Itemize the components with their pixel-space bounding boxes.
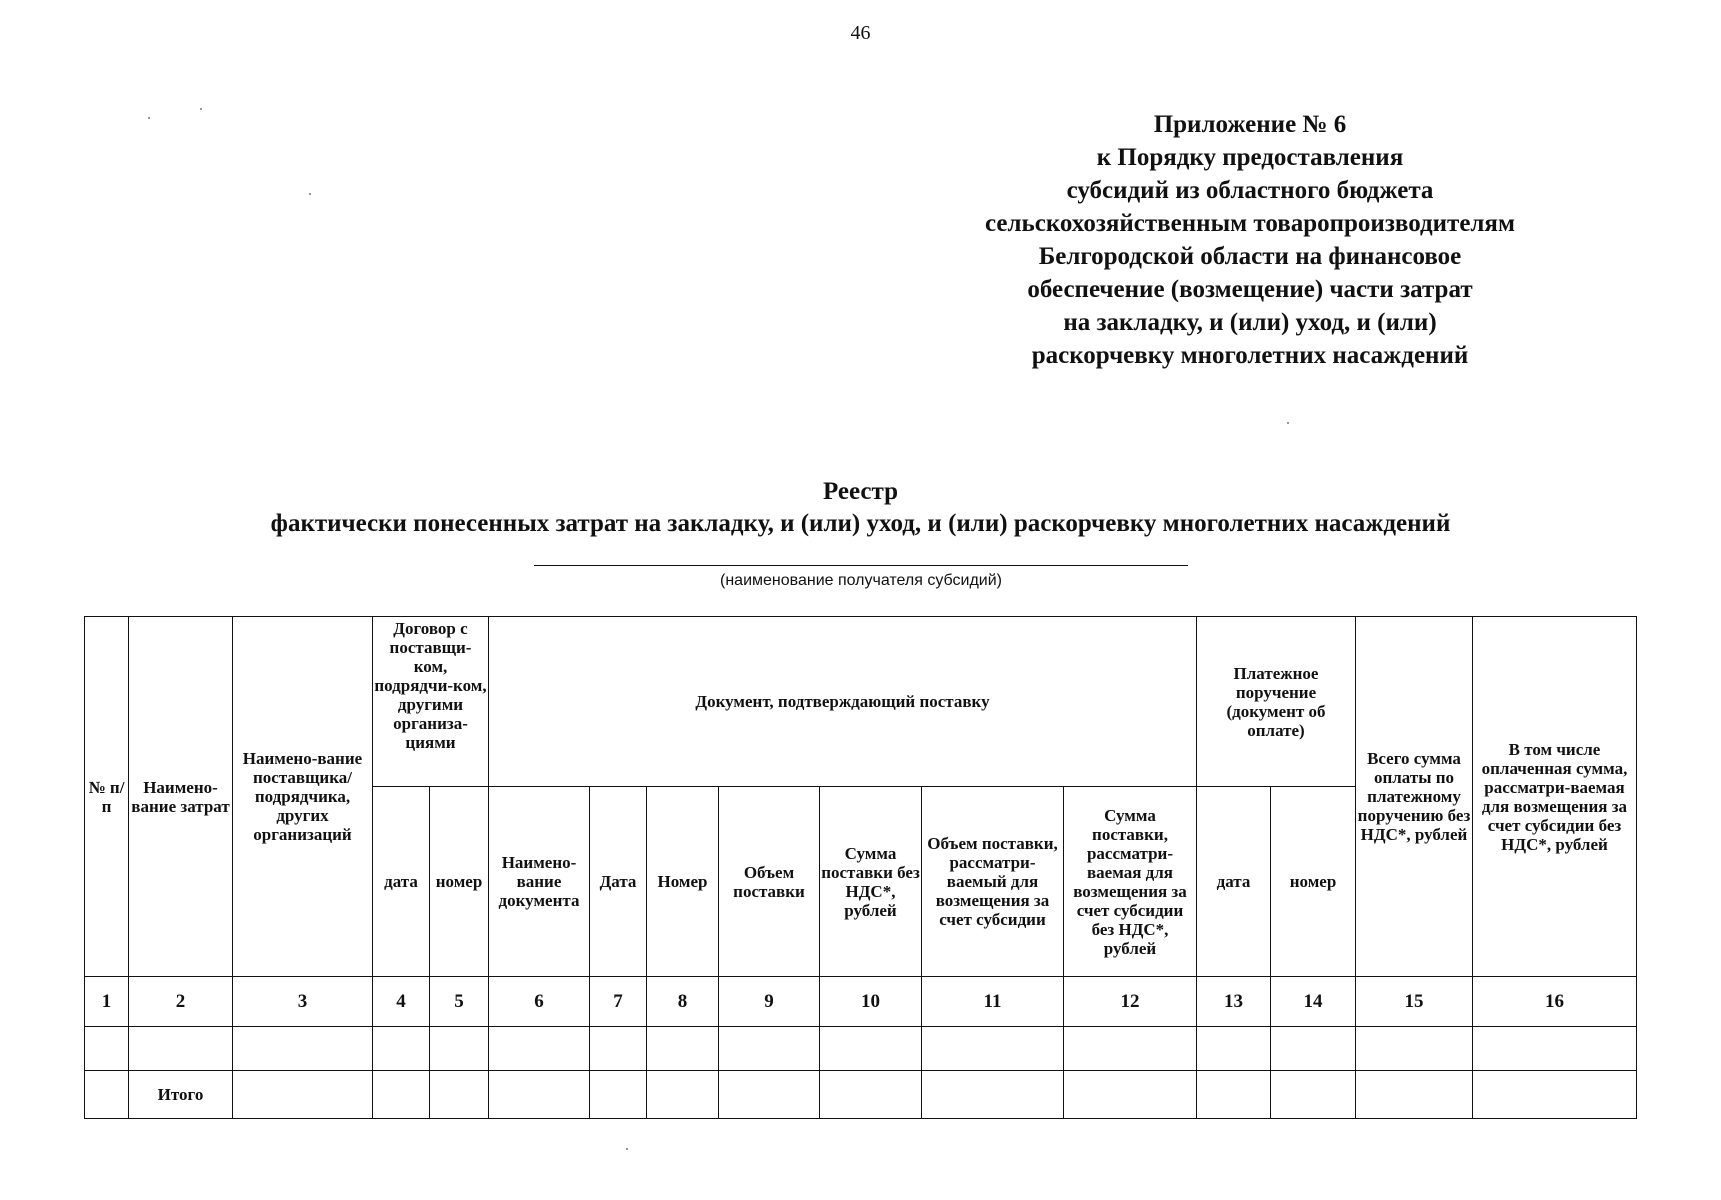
table-cell[interactable] bbox=[590, 1071, 647, 1119]
table-cell[interactable] bbox=[590, 1027, 647, 1071]
table-cell[interactable] bbox=[85, 1071, 129, 1119]
column-number-row bbox=[85, 977, 1637, 1027]
table-cell[interactable] bbox=[1197, 1071, 1271, 1119]
column-number: 10 bbox=[820, 977, 922, 1027]
header-paid-for-subsidy: В том числе оплаченная сумма, рассматри-ваемая для возмещения за счет субсидии без НДС*, рублей bbox=[1473, 617, 1637, 977]
header-delivery-document-group: Документ, подтверждающий поставку bbox=[489, 617, 1197, 787]
header-delivery-volume: Объем поставки bbox=[719, 787, 820, 977]
column-number: 2 bbox=[129, 977, 233, 1027]
column-number: 15 bbox=[1356, 977, 1473, 1027]
column-number: 11 bbox=[922, 977, 1064, 1027]
table-cell[interactable] bbox=[1356, 1071, 1473, 1119]
header-total-paid: Всего сумма оплаты по платежному поручению без НДС*, рублей bbox=[1356, 617, 1473, 977]
header-no: № п/п bbox=[85, 617, 129, 977]
scan-speck bbox=[1287, 422, 1289, 424]
column-number: 3 bbox=[233, 977, 373, 1027]
table-cell[interactable] bbox=[233, 1027, 373, 1071]
column-number: 8 bbox=[647, 977, 719, 1027]
table-cell[interactable] bbox=[489, 1027, 590, 1071]
table-cell[interactable] bbox=[719, 1027, 820, 1071]
table-cell[interactable] bbox=[1271, 1071, 1356, 1119]
appendix-line: на закладку, и (или) уход, и (или) bbox=[1063, 309, 1437, 336]
registry-title: Реестр bbox=[822, 478, 899, 505]
table-cell[interactable] bbox=[85, 1027, 129, 1071]
appendix-heading bbox=[900, 108, 1600, 372]
appendix-line: Белгородской области на финансовое bbox=[1038, 243, 1462, 270]
appendix-line: раскорчевку многолетних насаждений bbox=[1031, 342, 1469, 369]
header-sum-for-subsidy: Сумма поставки, рассматри-ваемая для возмещения за счет субсидии без НДС*, рублей bbox=[1064, 787, 1197, 977]
column-number: 5 bbox=[430, 977, 489, 1027]
column-number: 12 bbox=[1064, 977, 1197, 1027]
header-payment-number: номер bbox=[1271, 787, 1356, 977]
table-cell[interactable] bbox=[373, 1071, 430, 1119]
recipient-name-line[interactable] bbox=[534, 565, 1188, 566]
header-document-number: Номер bbox=[647, 787, 719, 977]
table-cell[interactable] bbox=[647, 1027, 719, 1071]
scan-speck bbox=[626, 1148, 628, 1150]
total-label: Итого bbox=[129, 1071, 233, 1119]
header-document-date: Дата bbox=[590, 787, 647, 977]
table-cell[interactable] bbox=[1356, 1027, 1473, 1071]
column-number: 16 bbox=[1473, 977, 1637, 1027]
table-cell[interactable] bbox=[1064, 1071, 1197, 1119]
header-contract-number: номер bbox=[430, 787, 489, 977]
header-payment-order-group: Платежное поручение (документ об оплате) bbox=[1197, 617, 1356, 787]
table-cell[interactable] bbox=[922, 1027, 1064, 1071]
header-document-name: Наимено-вание документа bbox=[489, 787, 590, 977]
column-number: 4 bbox=[373, 977, 430, 1027]
total-row bbox=[85, 1071, 1637, 1119]
header-contract-group: Договор с поставщи-ком, подрядчи-ком, другими организа-циями bbox=[373, 617, 489, 787]
header-volume-for-subsidy: Объем поставки, рассматри-ваемый для возмещения за счет субсидии bbox=[922, 787, 1064, 977]
table-cell[interactable] bbox=[647, 1071, 719, 1119]
table-cell[interactable] bbox=[820, 1027, 922, 1071]
table-cell[interactable] bbox=[489, 1071, 590, 1119]
registry-subtitle: фактически понесенных затрат на закладку, и (или) уход, и (или) раскорчевку многолетних насаждений bbox=[270, 510, 1451, 537]
table-cell[interactable] bbox=[129, 1027, 233, 1071]
table-cell[interactable] bbox=[1064, 1027, 1197, 1071]
registry-table bbox=[84, 616, 1637, 1119]
table-cell[interactable] bbox=[1473, 1027, 1637, 1071]
appendix-line: к Порядку предоставления bbox=[1096, 144, 1404, 171]
column-number: 13 bbox=[1197, 977, 1271, 1027]
appendix-line: субсидий из областного бюджета bbox=[1066, 177, 1434, 204]
appendix-line: сельскохозяйственным товаропроизводителям bbox=[984, 210, 1515, 237]
scan-speck bbox=[200, 108, 202, 110]
column-number: 9 bbox=[719, 977, 820, 1027]
table-cell[interactable] bbox=[430, 1027, 489, 1071]
column-number: 1 bbox=[85, 977, 129, 1027]
header-delivery-sum: Сумма поставки без НДС*, рублей bbox=[820, 787, 922, 977]
appendix-line: Приложение № 6 bbox=[1153, 111, 1347, 138]
table-cell[interactable] bbox=[719, 1071, 820, 1119]
table-cell[interactable] bbox=[820, 1071, 922, 1119]
column-number: 14 bbox=[1271, 977, 1356, 1027]
table-cell[interactable] bbox=[1271, 1027, 1356, 1071]
header-contract-date: дата bbox=[373, 787, 430, 977]
appendix-line: обеспечение (возмещение) части затрат bbox=[1027, 276, 1473, 303]
header-cost-name: Наимено-вание затрат bbox=[129, 617, 233, 977]
table-cell[interactable] bbox=[1197, 1027, 1271, 1071]
table-cell[interactable] bbox=[430, 1071, 489, 1119]
scan-speck bbox=[148, 117, 150, 119]
table-cell[interactable] bbox=[1473, 1071, 1637, 1119]
table-row bbox=[85, 1027, 1637, 1071]
column-number: 7 bbox=[590, 977, 647, 1027]
page-number: 46 bbox=[850, 22, 871, 44]
table-cell[interactable] bbox=[922, 1071, 1064, 1119]
table-cell[interactable] bbox=[373, 1027, 430, 1071]
recipient-caption: (наименование получателя субсидий) bbox=[720, 572, 1002, 589]
header-payment-date: дата bbox=[1197, 787, 1271, 977]
scan-speck bbox=[309, 193, 311, 195]
column-number: 6 bbox=[489, 977, 590, 1027]
header-supplier-name: Наимено-вание поставщика/ подрядчика, других организаций bbox=[233, 617, 373, 977]
table-cell[interactable] bbox=[233, 1071, 373, 1119]
